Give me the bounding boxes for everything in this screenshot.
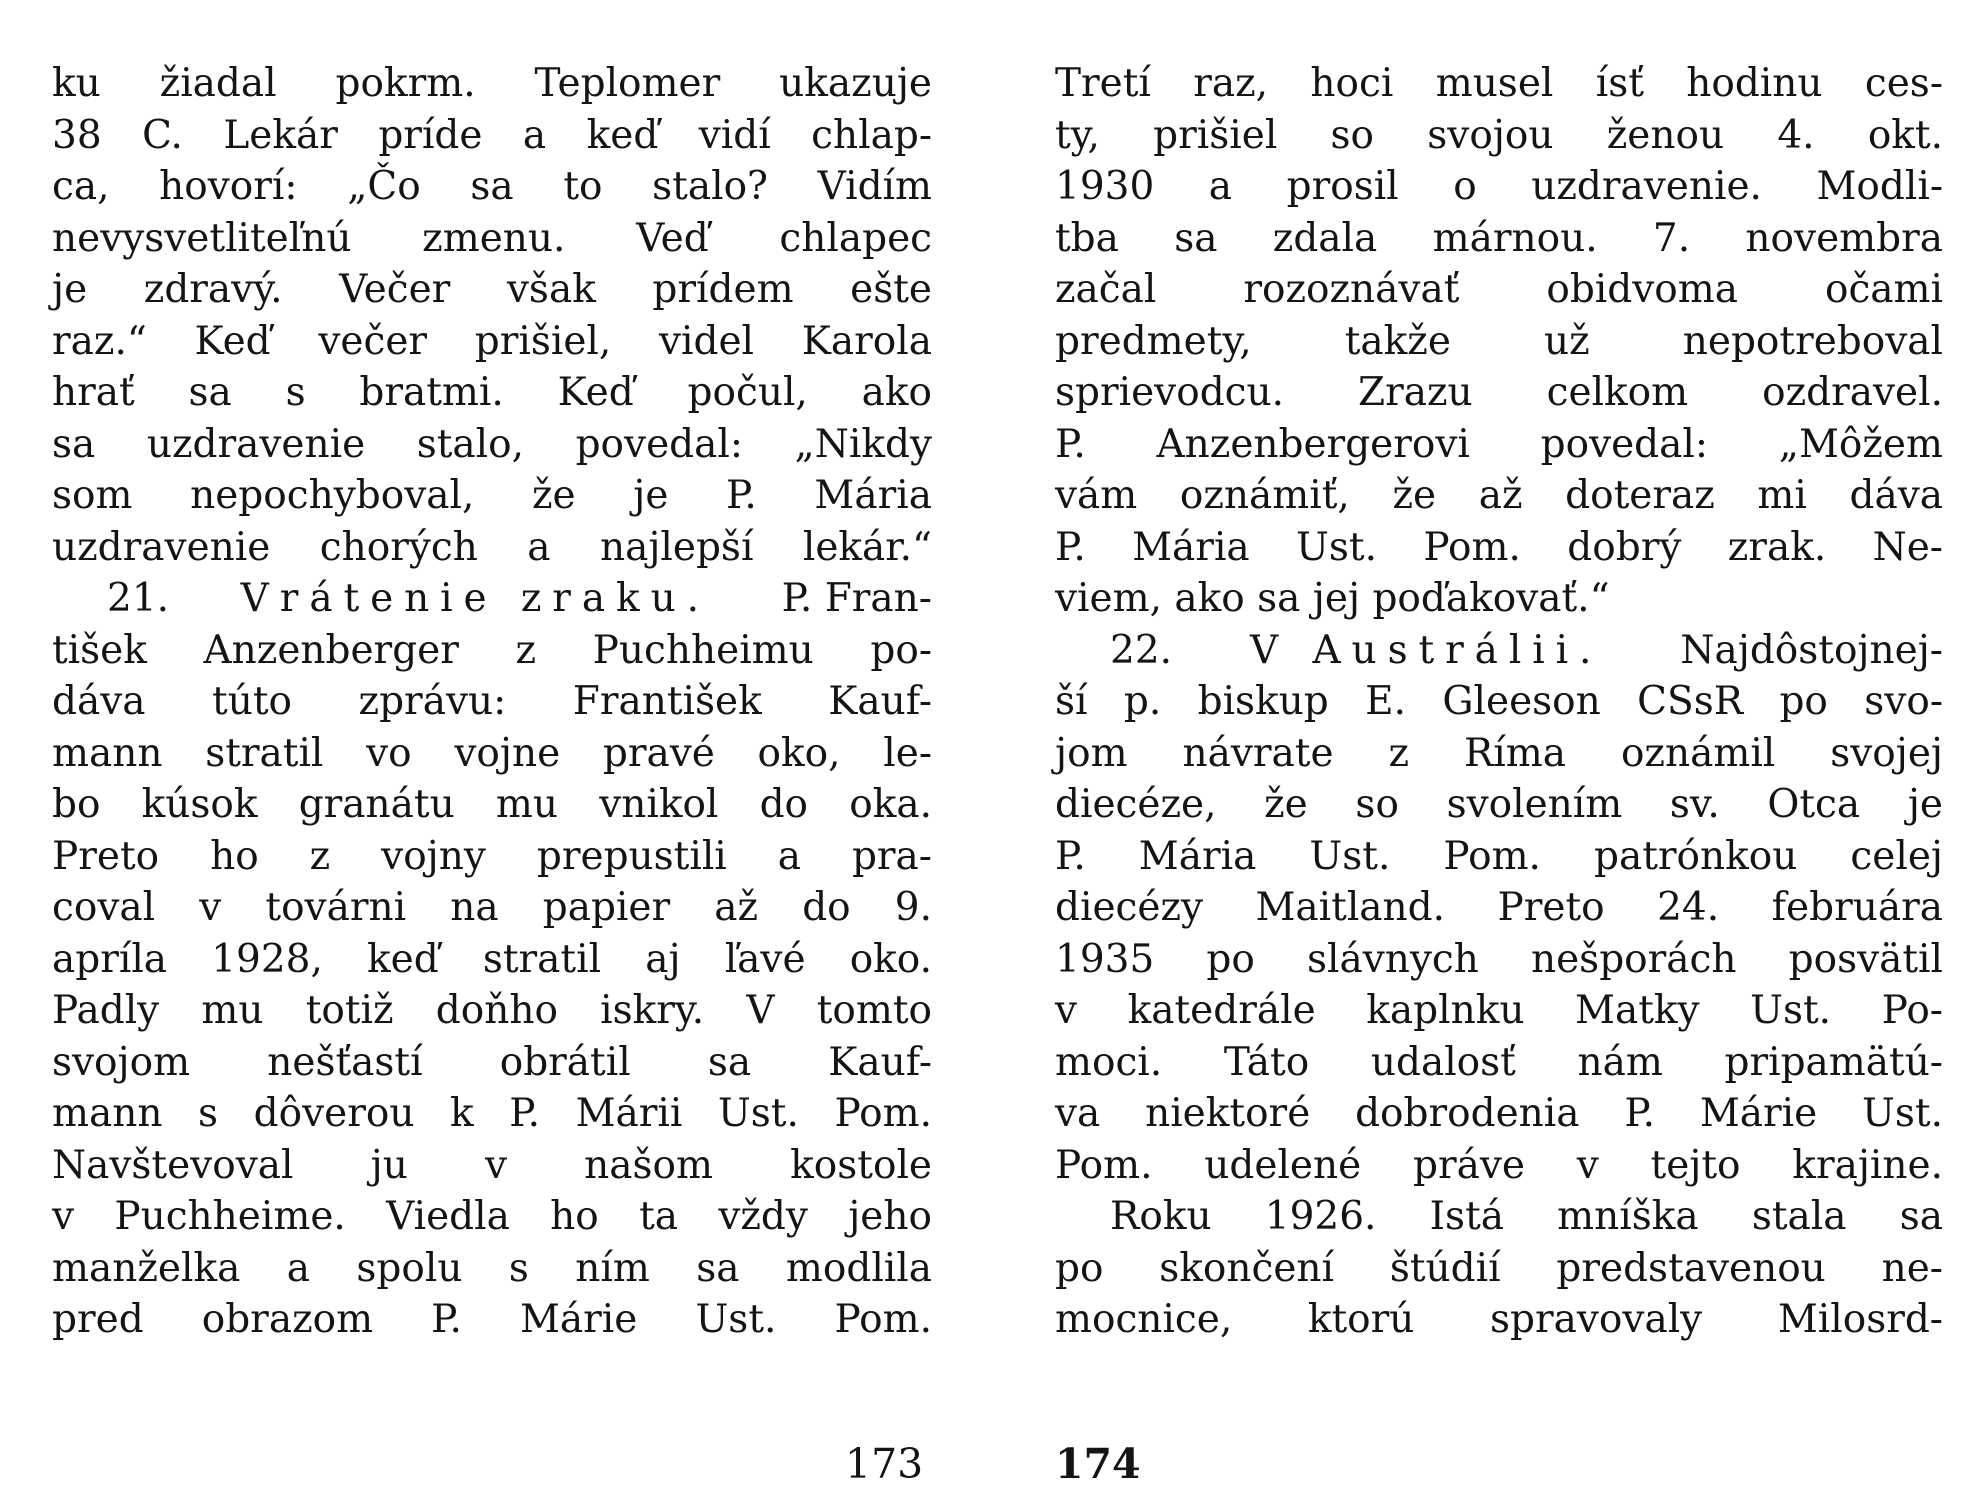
text-line: sa uzdravenie stalo, povedal: „Nikdy bbox=[52, 421, 932, 467]
text-line: Preto ho z vojny prepustili a pra- bbox=[52, 833, 932, 879]
text-line: diecéze, že so svolením sv. Otca je bbox=[1055, 782, 1943, 827]
text-line: mann stratil vo vojne pravé oko, le- bbox=[52, 730, 932, 776]
text-line: predmety, takže už nepotreboval bbox=[1055, 318, 1943, 364]
text-line: ku žiadal pokrm. Teplomer ukazuje bbox=[52, 61, 932, 106]
text-line: v katedrále kaplnku Matky Ust. Po- bbox=[1055, 988, 1943, 1033]
text-line: ší p. biskup E. Gleeson CSsR po svo- bbox=[1055, 679, 1943, 724]
text-line: Tretí raz, hoci musel ísť hodinu ces- bbox=[1055, 61, 1943, 106]
text-line: ty, prišiel so svojou ženou 4. okt. bbox=[1055, 112, 1943, 158]
text-line: raz.“ Keď večer prišiel, videl Karola bbox=[52, 318, 932, 364]
text-line: vám oznámiť, že až doteraz mi dáva bbox=[1055, 473, 1943, 518]
section-number: 21. bbox=[107, 576, 170, 621]
section-heading: V Austrálii. bbox=[1250, 627, 1603, 673]
text-line: apríla 1928, keď stratil aj ľavé oko. bbox=[52, 936, 932, 982]
left-page bbox=[52, 58, 932, 1346]
text-line: viem, ako sa jej poďakovať.“ bbox=[1055, 576, 1610, 621]
text-line: ca, hovorí: „Čo sa to stalo? Vidím bbox=[52, 164, 932, 209]
text-line: tba sa zdala márnou. 7. novembra bbox=[1055, 215, 1943, 261]
page-number-right: 174 bbox=[1055, 1440, 1141, 1488]
text-line: bo kúsok granátu mu vnikol do oka. bbox=[52, 782, 932, 827]
text-line: moci. Táto udalosť nám pripamätú- bbox=[1055, 1039, 1943, 1085]
paragraph-first-line: Roku 1926. Istá mníška stala sa bbox=[1110, 1194, 1943, 1239]
text-line: uzdravenie chorých a najlepší lekár.“ bbox=[52, 524, 932, 570]
text-line: som nepochyboval, že je P. Mária bbox=[52, 473, 932, 518]
text-fragment: Najdôstojnej- bbox=[1680, 627, 1943, 673]
text-line: diecézy Maitland. Preto 24. februára bbox=[1055, 885, 1943, 930]
text-line: P. Mária Ust. Pom. dobrý zrak. Ne- bbox=[1055, 524, 1943, 570]
text-line: 38 C. Lekár príde a keď vidí chlap- bbox=[52, 112, 932, 158]
text-line: manželka a spolu s ním sa modlila bbox=[52, 1245, 932, 1291]
page-number-left: 173 bbox=[845, 1440, 924, 1488]
text-line: Navštevoval ju v našom kostole bbox=[52, 1142, 932, 1188]
text-line: 1935 po slávnych nešporách posvätil bbox=[1055, 936, 1943, 982]
text-line: svojom nešťastí obrátil sa Kauf- bbox=[52, 1039, 932, 1085]
text-line: hrať sa s bratmi. Keď počul, ako bbox=[52, 370, 932, 415]
text-line: sprievodcu. Zrazu celkom ozdravel. bbox=[1055, 370, 1943, 415]
text-line: P. Anzenbergerovi povedal: „Môžem bbox=[1055, 421, 1943, 467]
text-line: mann s dôverou k P. Márii Ust. Pom. bbox=[52, 1091, 932, 1136]
text-line: 1930 a prosil o uzdravenie. Modli- bbox=[1055, 164, 1943, 209]
right-page bbox=[1055, 58, 1943, 1346]
text-line: tišek Anzenberger z Puchheimu po- bbox=[52, 627, 932, 673]
text-line: v Puchheime. Viedla ho ta vždy jeho bbox=[52, 1194, 932, 1239]
text-line: va niektoré dobrodenia P. Márie Ust. bbox=[1055, 1091, 1943, 1136]
text-line: po skončení štúdií predstavenou ne- bbox=[1055, 1245, 1943, 1291]
text-line: jom návrate z Ríma oznámil svojej bbox=[1055, 730, 1943, 776]
text-line: začal rozoznávať obidvoma očami bbox=[1055, 267, 1943, 312]
text-line: P. Mária Ust. Pom. patrónkou celej bbox=[1055, 833, 1943, 879]
text-line: dáva túto zprávu: František Kauf- bbox=[52, 679, 932, 724]
text-line: je zdravý. Večer však prídem ešte bbox=[52, 267, 932, 312]
text-line: pred obrazom P. Márie Ust. Pom. bbox=[52, 1297, 932, 1342]
text-line: nevysvetliteľnú zmenu. Veď chlapec bbox=[52, 215, 932, 261]
text-line: Padly mu totiž doňho iskry. V tomto bbox=[52, 988, 932, 1033]
section-heading-line bbox=[1055, 625, 1943, 677]
section-heading: Vrátenie zraku. bbox=[240, 576, 710, 621]
text-line: coval v továrni na papier až do 9. bbox=[52, 885, 932, 930]
text-line: Pom. udelené práve v tejto krajine. bbox=[1055, 1142, 1943, 1188]
text-fragment: P. Fran- bbox=[781, 576, 932, 621]
text-line: mocnice, ktorú spravovaly Milosrd- bbox=[1055, 1297, 1943, 1342]
section-number: 22. bbox=[1110, 627, 1173, 673]
section-heading-line bbox=[52, 573, 932, 625]
